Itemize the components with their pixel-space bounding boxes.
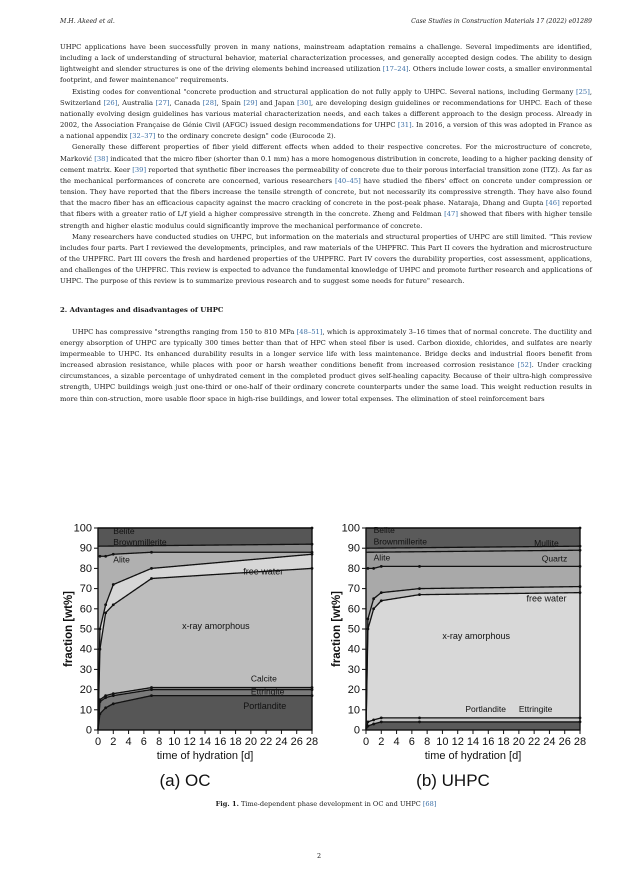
data-point [99, 628, 102, 631]
x-tick-label: 28 [573, 736, 587, 748]
x-tick-label: 4 [393, 736, 400, 748]
paragraph-text: , are developing design guidelines or recommendations for UHPC. Each of these nationally evolving design guidelines has various material characterization needs, and each takes a different approach to the design process. Already in 2002, the Association Française de Génie Civil (AFGC) issued design recommendations for UHPC [60, 98, 592, 130]
figure-citation-link[interactable]: [68] [422, 800, 437, 808]
chart-oc [60, 522, 326, 798]
data-point [104, 555, 107, 558]
paragraph-text: . In 2016, a version of this was adopted in France as a national appendix [60, 121, 593, 141]
paragraph-text: , Canada [169, 98, 203, 107]
data-point [150, 567, 153, 570]
data-point [372, 567, 375, 570]
data-point [380, 565, 383, 568]
y-tick-label: 40 [347, 643, 360, 656]
y-tick-label: 100 [341, 522, 360, 535]
y-tick-label: 50 [347, 623, 360, 636]
page-number: 2 [316, 852, 322, 860]
data-point [150, 577, 153, 580]
x-tick-label: 16 [482, 736, 495, 748]
data-point [380, 591, 383, 594]
data-point [367, 567, 370, 570]
paragraph-2 [60, 87, 592, 143]
paragraph-4 [60, 232, 592, 288]
figure-1 [60, 522, 592, 798]
y-tick-label: 90 [79, 542, 92, 555]
citation-link[interactable]: [39] [132, 165, 147, 174]
x-axis-label: time of hydration [d] [424, 750, 522, 762]
y-tick-label: 20 [347, 684, 360, 697]
paragraph-text: reported that fibers with a greater ratio of L/f yield a higher compressive strength in the concrete. Zheng and Feldman [60, 199, 593, 219]
panel-label: (a) OC [159, 771, 211, 790]
x-tick-label: 14 [198, 736, 212, 748]
paragraph-1 [60, 42, 592, 87]
figure-caption [60, 800, 592, 808]
x-tick-label: 6 [140, 736, 147, 748]
x-tick-label: 16 [214, 736, 227, 748]
data-point [418, 593, 421, 596]
data-point [112, 702, 115, 705]
x-tick-label: 20 [244, 736, 257, 748]
y-tick-label: 20 [79, 684, 92, 697]
x-tick-label: 0 [362, 736, 370, 748]
paragraph-text: Existing codes for conventional "concrete production and structural application do not fully apply to UHPC. Several nations, including Germany [72, 87, 576, 96]
x-tick-label: 8 [424, 736, 431, 748]
paragraph-text: UHPC applications have been successfully proven in many nations, mainstream adaptation remains a challenge. Several impediments are identified, including a lack of understanding of structural behavior, material characterization processes, and generally accepted design codes. The ability to design lightweight and slender structures is one of the driving elements behind increased utilization [60, 43, 592, 74]
data-point [380, 599, 383, 602]
data-point [104, 611, 107, 614]
series-label-portlandite: Portlandite [465, 703, 506, 714]
data-point [112, 583, 115, 586]
y-tick-label: 80 [347, 562, 360, 575]
x-tick-label: 20 [512, 736, 525, 748]
y-tick-label: 0 [353, 724, 360, 737]
y-tick-label: 30 [347, 663, 360, 676]
paragraph-text: . Under cracking circumstances, a sizable percentage of unhydrated cement in the completed product gives self-healing capacity. Because of their ultra-high compressive strength, UHPC buildings weigh just one-third or one-half of their ordinary concrete counterparts under the same load. This weight reduction results in more thin con-struction, more usable floor space in high-rise buildings, and lower total expenses. The elimination of steel reinforcement bars [60, 361, 592, 403]
citation-link[interactable]: [46] [545, 199, 560, 208]
x-tick-label: 12 [183, 736, 196, 748]
data-point [112, 603, 115, 606]
article-body [60, 42, 592, 405]
data-point [372, 607, 375, 610]
series-label-alite: Alite [373, 552, 391, 563]
figure-caption-text: Time-dependent phase development in OC and UHPC [240, 800, 423, 808]
series-label-free-water: free water [243, 566, 284, 577]
paragraph-text: . Others include lower costs, a smaller environmental footprint, and fewer maintenance" requirements. [60, 65, 593, 85]
data-point [418, 587, 421, 590]
data-point [104, 706, 107, 709]
x-axis-label: time of hydration [d] [156, 750, 254, 762]
figure-label: Fig. 1. [215, 800, 239, 808]
y-tick-label: 70 [79, 583, 92, 596]
x-tick-label: 6 [408, 736, 415, 748]
data-point [372, 597, 375, 600]
citation-link[interactable]: [26] [103, 98, 118, 107]
running-header-authors: M.H. Akeed et al. [60, 18, 115, 25]
x-tick-label: 22 [260, 736, 273, 748]
citation-link[interactable]: [25] [575, 87, 590, 96]
citation-link[interactable]: [31] [397, 121, 412, 130]
data-point [372, 719, 375, 722]
data-point [418, 565, 421, 568]
data-point [99, 555, 102, 558]
y-tick-label: 10 [79, 704, 92, 717]
x-tick-label: 12 [451, 736, 464, 748]
paragraph-3 [60, 142, 592, 231]
citation-link[interactable]: [17–24] [382, 65, 409, 74]
data-point [150, 694, 153, 697]
series-label-ettringite: Ettringite [250, 686, 285, 697]
x-tick-label: 4 [125, 736, 132, 748]
chart-panel-oc [60, 522, 326, 798]
series-label-free-water: free water [526, 593, 567, 604]
paragraph-text: , which is approximately 3–16 times that of normal concrete. The ductility and energy absorption of UHPC are typically 300 times better than that of HPC when steel fiber is used. Carbon dioxide, chlorides, and sulfates are nearly impermeable to UHPC. Its enhanced durability results in a longer service life with less maintenance. Bridge decks and industrial floors benefit from increased abrasion resistance, while places with poor or harsh weather conditions benefit from increased corrosion resistance [60, 327, 592, 370]
x-tick-label: 18 [229, 736, 242, 748]
citation-link[interactable]: [27] [155, 98, 170, 107]
y-tick-label: 10 [347, 704, 360, 717]
y-tick-label: 80 [79, 562, 92, 575]
data-point [367, 618, 370, 621]
series-label-quartz: Quartz [541, 553, 568, 564]
x-tick-label: 18 [497, 736, 510, 748]
data-point [104, 694, 107, 697]
paragraph-text: to the ordinary concrete design" code (Eurocode 2). [155, 132, 336, 141]
data-point [380, 716, 383, 719]
series-label-x-ray-amorphous: x-ray amorphous [182, 621, 250, 631]
x-tick-label: 22 [528, 736, 541, 748]
paragraph-text: , Spain [216, 98, 244, 107]
data-point [367, 721, 370, 724]
data-point [150, 686, 153, 689]
x-tick-label: 2 [110, 736, 117, 748]
series-label-brownmillerite: Brownmillerite [373, 536, 428, 547]
section-heading: 2. Advantages and disadvantages of UHPC [60, 306, 224, 315]
paragraph-text: , Switzerland [60, 87, 592, 107]
paragraph-text: reported that synthetic fiber increases the permeability of concrete due to their porous interfacial transition zone (ITZ). As far as the mechanical performances of concrete are concerned, various researchers [60, 165, 592, 185]
series-label-belite: Belite [373, 525, 395, 536]
x-tick-label: 2 [378, 736, 385, 748]
y-axis-label: fraction [wt%] [331, 590, 343, 668]
paragraph-text: have studied the fibers' effect on concrete under compression or tension. They have reported that the fibers increase the tensile strength of concrete, but not necessarily its compressive strength. They have also found that the macro fiber has an efficacious capacity against the macro cracking of concrete in the post-peak phase. Nataraja, Dhang and Gupta [60, 176, 592, 208]
series-label-calcite: Calcite [250, 673, 277, 684]
citation-link[interactable]: [40–45] [334, 176, 361, 185]
series-label-ettringite: Ettringite [518, 703, 553, 714]
citation-link[interactable]: [48–51] [296, 327, 323, 336]
x-tick-label: 26 [558, 736, 571, 748]
x-tick-label: 28 [305, 736, 319, 748]
citation-link[interactable]: [30] [297, 98, 312, 107]
x-tick-label: 0 [94, 736, 102, 748]
chart-uhpc [328, 522, 594, 798]
y-tick-label: 30 [79, 663, 92, 676]
series-label-alite: Alite [113, 554, 130, 565]
y-axis-label: fraction [wt%] [63, 590, 75, 668]
paragraph-text: , Australia [117, 98, 156, 107]
data-point [372, 723, 375, 726]
data-point [380, 721, 383, 724]
paragraph-text: Many researchers have conducted studies on UHPC, but information on the materials and structural properties of UHPC are still limited. "This review includes four parts. Part I reviewed the developments, principles, and raw materials of the UHPFRC. This Part II covers the hydration and microstructure of the UHPFRC. Part III covers the fresh and hardened properties of the UHPFRC. Part IV covers the durability properties, cost assessment, applications, and challenges of the UHPFRC. This review is expected to advance the fundamental knowledge of UHPC and promote further research and applications of UHPC. The purpose of this review is to summarize previous research and to suggest some needs for future" research. [60, 232, 592, 286]
y-tick-label: 100 [73, 522, 92, 535]
data-point [150, 551, 153, 554]
y-tick-label: 50 [79, 623, 92, 636]
data-point [112, 692, 115, 695]
citation-link[interactable]: [28] [202, 98, 217, 107]
x-tick-label: 14 [466, 736, 480, 748]
panel-label: (b) UHPC [416, 771, 490, 790]
y-tick-label: 70 [347, 583, 360, 596]
running-header-journal: Case Studies in Construction Materials 17 (2022) e01289 [411, 18, 592, 25]
section-paragraph [60, 327, 592, 405]
citation-link[interactable]: [47] [444, 210, 458, 219]
series-label-belite: Belite [113, 526, 135, 537]
x-tick-label: 8 [156, 736, 163, 748]
x-tick-label: 10 [436, 736, 449, 748]
series-label-x-ray-amorphous: x-ray amorphous [442, 631, 510, 642]
citation-link[interactable]: [29] [243, 98, 258, 107]
y-tick-label: 60 [347, 603, 360, 616]
paragraph-text: Generally these different properties of fiber yield different effects when added to their respective concretes. For the microstructure of concrete, Marković [60, 143, 592, 163]
citation-link[interactable]: [38] [94, 154, 109, 163]
series-label-brownmillerite: Brownmillerite [113, 537, 167, 548]
data-point [418, 721, 421, 724]
series-label-mullite: Mullite [534, 538, 559, 549]
data-point [418, 716, 421, 719]
x-tick-label: 24 [275, 736, 288, 748]
y-tick-label: 0 [85, 724, 92, 737]
paragraph-text: showed that fibers with higher tensile strength and higher elastic modulus could significantly improve the mechanical performance of concrete. [60, 210, 592, 230]
paragraph-text: indicated that the micro fiber (shorter than 0.1 mm) has a more homogenous distribution in concrete, leading to a higher packing density of cement matrix. Keer [60, 154, 593, 174]
x-tick-label: 10 [168, 736, 181, 748]
paragraph-text: UHPC has compressive "strengths ranging from 150 to 810 MPa [72, 327, 297, 336]
x-tick-label: 24 [543, 736, 556, 748]
series-label-portlandite: Portlandite [243, 700, 287, 711]
area-portlandite [366, 722, 580, 730]
chart-panel-uhpc [328, 522, 594, 798]
y-tick-label: 90 [347, 542, 360, 555]
y-tick-label: 60 [79, 603, 92, 616]
paragraph-text: and Japan [257, 98, 298, 107]
citation-link[interactable]: [32–37] [129, 132, 156, 141]
x-tick-label: 26 [290, 736, 303, 748]
y-tick-label: 40 [79, 643, 92, 656]
citation-link[interactable]: [52] [517, 361, 532, 370]
data-point [104, 603, 107, 606]
